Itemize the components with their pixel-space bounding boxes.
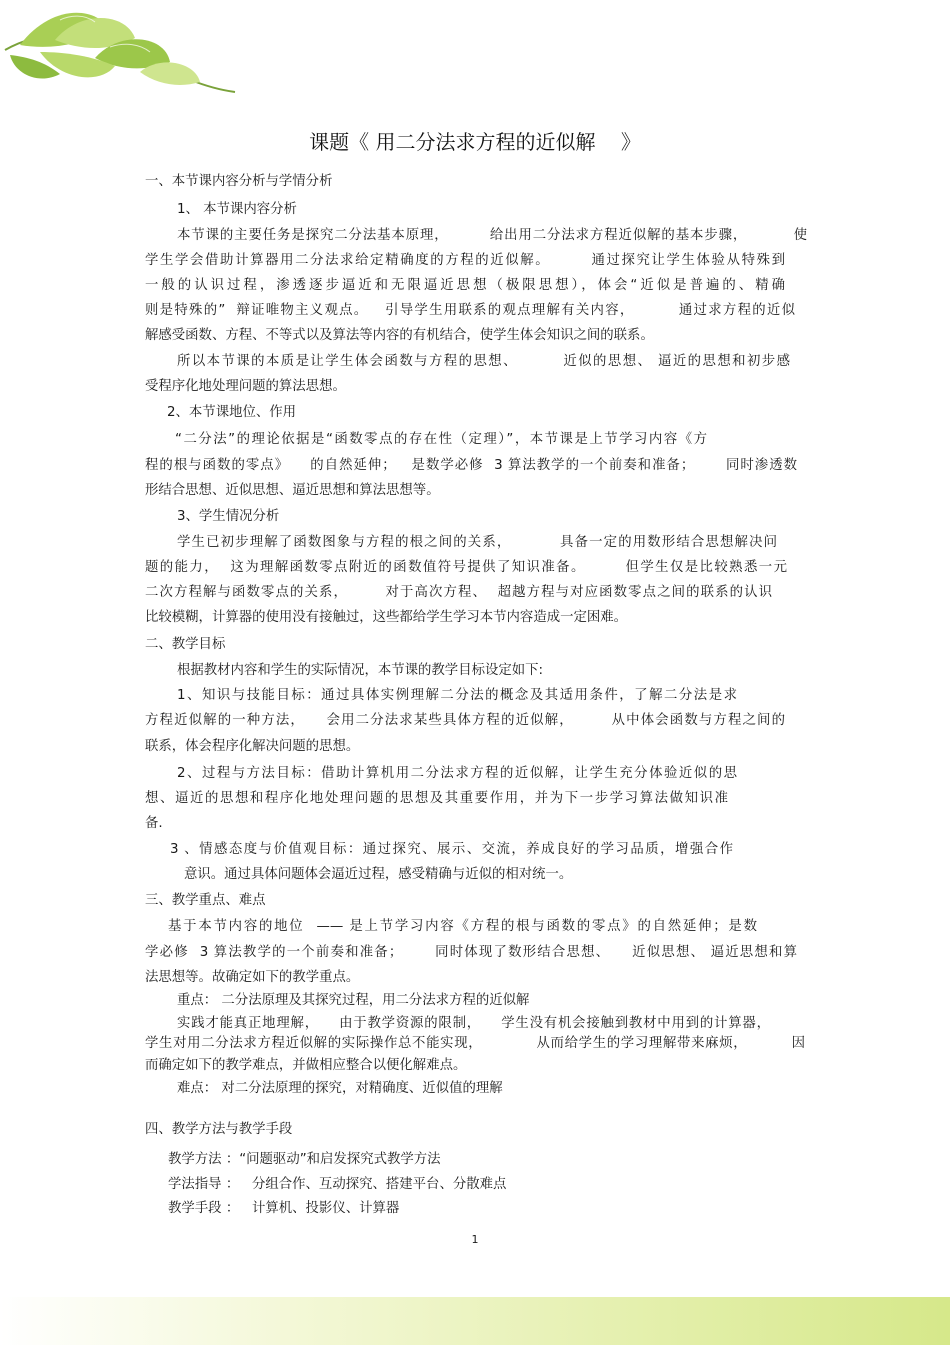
paragraph-line: 意识。通过具体问题体会逼近过程，感受精确与近似的相对统一。	[184, 867, 573, 882]
paragraph-line: “二分法”的理论依据是“函数零点的存在性（定理）”，本节课是上节学习内容《方	[175, 432, 707, 447]
paragraph-line: 受程序化地处理问题的算法思想。	[145, 379, 346, 394]
paragraph-line: 方程近似解的一种方法， 会用二分法求某些具体方程的近似解， 从中体会函数与方程之间的	[145, 713, 785, 728]
paragraph-line: 学必修 3 算法教学的一个前奏和准备； 同时体现了数形结合思想、 近似思想、 逼近思想和算	[145, 945, 797, 960]
subheading-1-2: 2、本节课地位、作用	[167, 405, 297, 420]
paragraph-line: 联系，体会程序化解决问题的思想。	[145, 739, 360, 754]
paragraph-line: 一般的认识过程，渗透逐步逼近和无限逼近思想（极限思想），体会“近似是普遍的、精确	[145, 278, 785, 293]
paragraph-line: 题的能力， 这为理解函数零点附近的函数值符号提供了知识准备。 但学生仅是比较熟悉一元	[145, 560, 787, 575]
section-heading-3: 三、教学重点、难点	[145, 893, 266, 908]
document-title: 课题《 用二分法求方程的近似解 》	[309, 130, 641, 154]
paragraph-line: 备.	[145, 816, 163, 831]
subheading-1-3: 3、学生情况分析	[177, 509, 280, 524]
paragraph-line: 1、知识与技能目标：通过具体实例理解二分法的概念及其适用条件，了解二分法是求	[177, 688, 737, 703]
paragraph-line: 实践才能真正地理解， 由于教学资源的限制， 学生没有机会接触到教材中用到的计算器，	[177, 1016, 770, 1031]
paragraph-line: 所以本节课的本质是让学生体会函数与方程的思想、 近似的思想、 逼近的思想和初步感	[177, 354, 790, 369]
learning-guidance-line: 学法指导 ： 分组合作、互动探究、搭建平台、分散难点	[168, 1177, 507, 1192]
key-point-line: 重点： 二分法原理及其探究过程，用二分法求方程的近似解	[177, 993, 530, 1008]
paragraph-line: 而确定如下的教学难点，并做相应整合以便化解难点。	[145, 1058, 467, 1073]
paragraph-line: 想、逼近的思想和程序化地处理问题的思想及其重要作用，并为下一步学习算法做知识准	[145, 791, 728, 806]
paragraph-line: 二次方程解与函数零点的关系， 对于高次方程、 超越方程与对应函数零点之间的联系的认识	[145, 585, 772, 600]
paragraph-line: 本节课的主要任务是探究二分法基本原理， 给出用二分法求方程近似解的基本步骤， 使	[177, 228, 807, 243]
paragraph-line: 解感受函数、方程、不等式以及算法等内容的有机结合，使学生体会知识之间的联系。	[145, 328, 654, 343]
subheading-1-1: 1、 本节课内容分析	[177, 202, 297, 217]
paragraph-line: 2、过程与方法目标：借助计算机用二分法求方程的近似解，让学生充分体验近似的思	[177, 766, 737, 781]
paragraph-line: 则是特殊的” 辩证唯物主义观点。 引导学生用联系的观点理解有关内容， 通过求方程的近似	[145, 303, 795, 318]
paragraph-line: 法思想等。故确定如下的教学重点。	[145, 970, 360, 985]
paragraph-line: 形结合思想、近似思想、逼近思想和算法思想等。	[145, 483, 440, 498]
bottom-gradient-band	[0, 1297, 950, 1345]
difficulty-line: 难点： 对二分法原理的探究，对精确度、近似值的理解	[177, 1081, 503, 1096]
page-number: 1	[471, 1233, 479, 1246]
paragraph-line: 根据教材内容和学生的实际情况，本节课的教学目标设定如下:	[177, 663, 544, 678]
section-heading-2: 二、教学目标	[145, 637, 226, 652]
teaching-method-line: 教学方法 ：“问题驱动”和启发探究式教学方法	[168, 1152, 441, 1167]
teaching-means-line: 教学手段 ： 计算机、投影仪、计算器	[168, 1201, 400, 1216]
paragraph-line: 学生对用二分法求方程近似解的实际操作总不能实现， 从而给学生的学习理解带来麻烦， 因	[145, 1036, 805, 1051]
paragraph-line: 基于本节内容的地位 —— 是上节学习内容《方程的根与函数的零点》的自然延伸；是数	[168, 919, 757, 934]
leaf-decoration-icon	[0, 0, 240, 110]
paragraph-line: 学生已初步理解了函数图象与方程的根之间的关系， 具备一定的用数形结合思想解决问	[177, 535, 777, 550]
section-heading-4: 四、教学方法与教学手段	[145, 1122, 293, 1137]
paragraph-line: 比较模糊，计算器的使用没有接触过，这些都给学生学习本节内容造成一定困难。	[145, 610, 628, 625]
paragraph-line: 程的根与函数的零点》 的自然延伸； 是数学必修 3 算法教学的一个前奏和准备； 同时渗透数	[145, 458, 797, 473]
paragraph-line: 3 、情感态度与价值观目标：通过探究、展示、交流，养成良好的学习品质，增强合作	[170, 842, 733, 857]
section-heading-1: 一、本节课内容分析与学情分析	[145, 174, 333, 189]
paragraph-line: 学生学会借助计算器用二分法求给定精确度的方程的近似解。 通过探究让学生体验从特殊到	[145, 253, 785, 268]
